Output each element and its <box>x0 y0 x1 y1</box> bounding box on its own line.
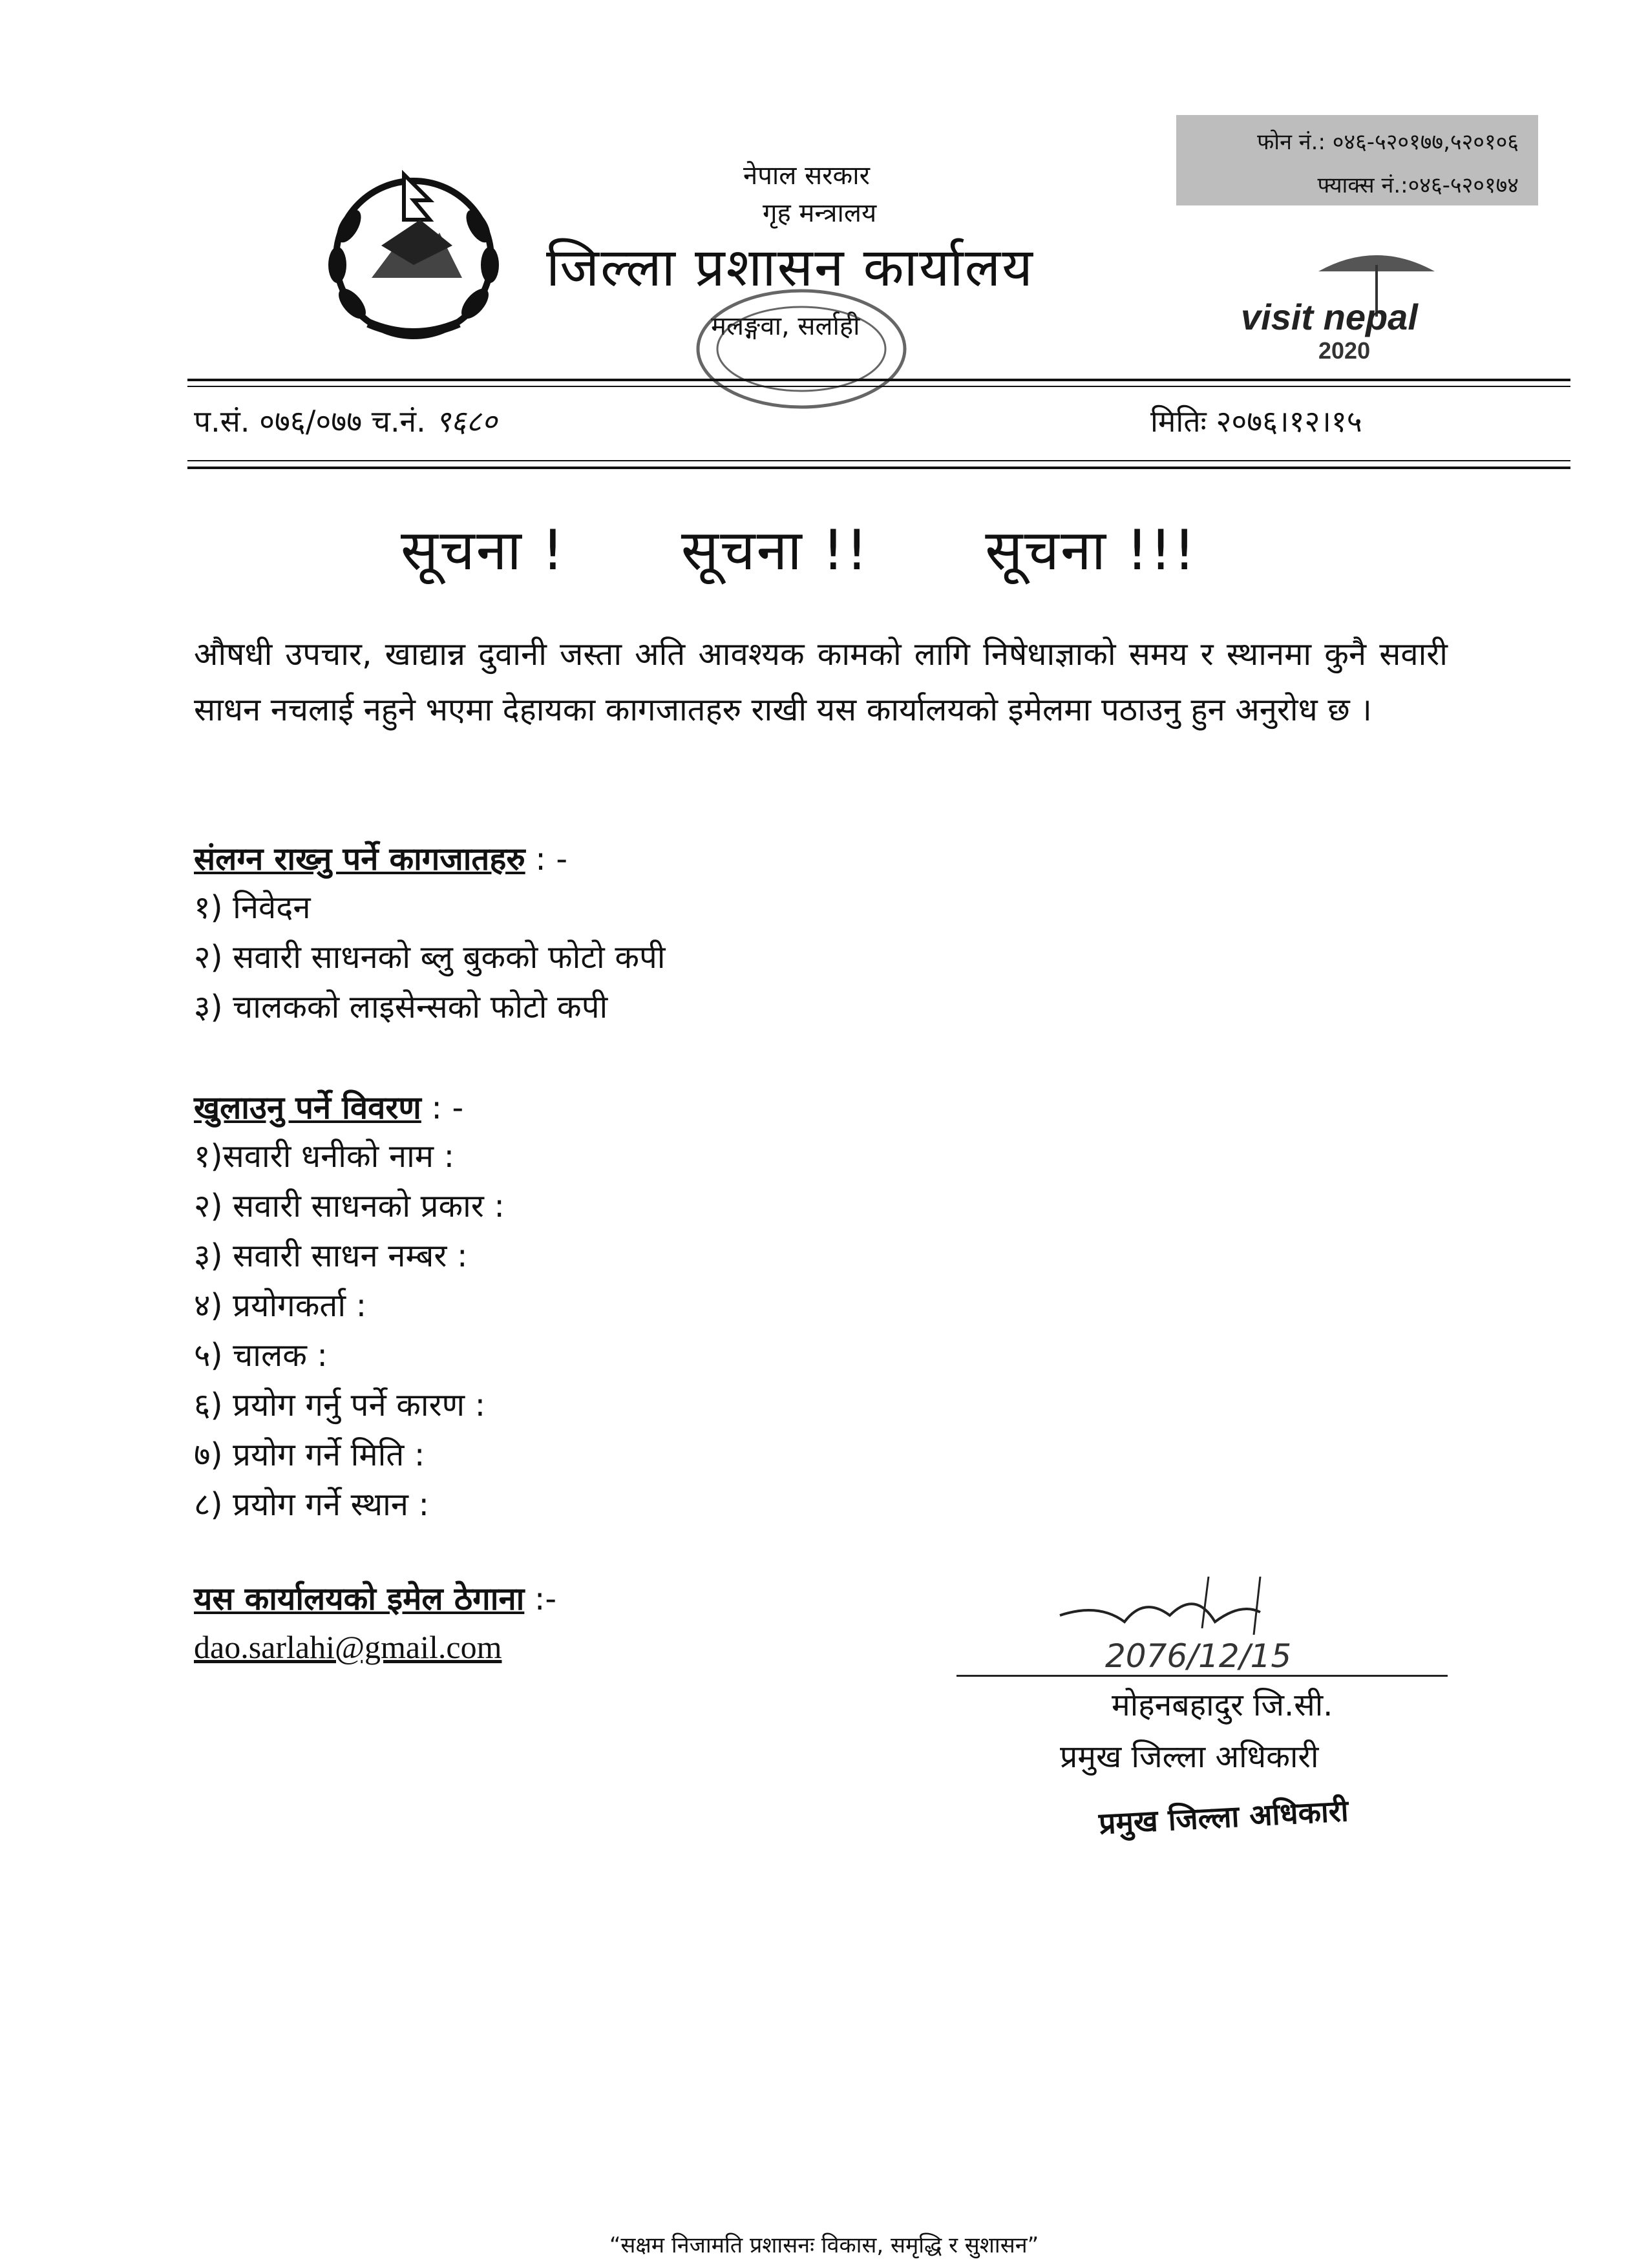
signer-designation: प्रमुख जिल्ला अधिकारी <box>1060 1739 1319 1775</box>
letter-date: मितिः २०७६।१२।१५ <box>1150 404 1362 439</box>
list-item: २) सवारी साधनको प्रकार : <box>194 1188 505 1224</box>
fax-number: फ्याक्स नं.:०४६-५२०१७४ <box>1317 173 1519 198</box>
phone-number: फोन नं.: ०४६-५२०१७७,५२०१०६ <box>1257 129 1519 155</box>
notice-heading-1: सूचना ! <box>401 518 565 583</box>
list-item: ७) प्रयोग गर्ने मिति : <box>194 1436 425 1473</box>
details-title: खुलाउनु पर्ने विवरण <box>194 1089 421 1126</box>
notice-heading-2: सूचना !! <box>681 518 869 583</box>
reference-label: प.सं. ०७६/०७७ च.नं. <box>194 404 426 439</box>
email-title: यस कार्यालयको इमेल ठेगाना <box>194 1580 525 1617</box>
email-link[interactable]: dao.sarlahi@gmail.com <box>194 1629 502 1665</box>
list-item: १)सवारी धनीको नाम : <box>194 1138 455 1175</box>
office-stamp-icon <box>692 284 911 414</box>
svg-text:visit nepal: visit nepal <box>1241 297 1418 337</box>
header-rule-bottom-thin <box>187 460 1570 461</box>
reference-number <box>194 401 497 441</box>
umbrella-icon <box>1228 239 1525 368</box>
list-item: ३) चालकको लाइसेन्सको फोटो कपी <box>194 989 608 1025</box>
government-name: नेपाल सरकार <box>743 161 870 191</box>
office-place: मलङ्गवा, सर्लाही <box>711 311 860 341</box>
notice-heading-3: सूचना !!! <box>985 518 1197 583</box>
signer-name: मोहनबहादुर जि.सी. <box>1112 1687 1333 1723</box>
reference-handwritten-number: ९६८० <box>435 404 498 439</box>
list-item: २) सवारी साधनको ब्लु बुकको फोटो कपी <box>194 939 666 976</box>
list-item: ८) प्रयोग गर्ने स्थान : <box>194 1486 430 1523</box>
details-heading <box>194 1086 463 1128</box>
list-item: ६) प्रयोग गर्नु पर्ने कारण : <box>194 1387 486 1423</box>
email-suffix: :- <box>524 1580 557 1617</box>
list-item: ५) चालक : <box>194 1337 328 1374</box>
list-item: ३) सवारी साधन नम्बर : <box>194 1237 468 1274</box>
body-paragraph: औषधी उपचार, खाद्यान्न दुवानी जस्ता अति आवश्यक कामको लागि निषेधाज्ञाको समय र स्थानमा कुनै सवारी साधन नचलाई नहुने भएमा देहायका कागजातहरु राखी यस कार्यालयको इमेलमा पठाउनु हुन अनुरोध छ । <box>194 636 1448 728</box>
signature-date: 2076/12/15 <box>1105 1637 1292 1675</box>
designation-seal: प्रमुख जिल्ला अधिकारी <box>1097 1792 1349 1842</box>
nepal-emblem-icon <box>310 149 517 355</box>
header-rule-top-thin <box>187 386 1570 387</box>
office-title: जिल्ला प्रशासन कार्यालय <box>546 237 1034 299</box>
attachments-heading <box>194 837 567 879</box>
notice-heading <box>401 510 1294 586</box>
header-rule-bottom <box>187 467 1570 469</box>
ministry-name: गृह मन्त्रालय <box>763 198 877 228</box>
footer-motto: “सक्षम निजामति प्रशासनः विकास, समृद्धि र सुशासन” <box>609 2232 1039 2258</box>
email-heading <box>194 1577 556 1619</box>
attachments-suffix: : - <box>525 841 568 877</box>
signature-line <box>956 1675 1448 1677</box>
header-rule-top <box>187 379 1570 381</box>
visit-nepal-logo <box>1228 239 1525 368</box>
list-item: ४) प्रयोगकर्ता : <box>194 1287 367 1324</box>
list-item: १) निवेदन <box>194 889 311 926</box>
details-suffix: : - <box>421 1089 464 1126</box>
svg-text:2020: 2020 <box>1318 337 1371 364</box>
attachments-title: संलग्न राख्नु पर्ने कागजातहरु <box>194 841 525 877</box>
